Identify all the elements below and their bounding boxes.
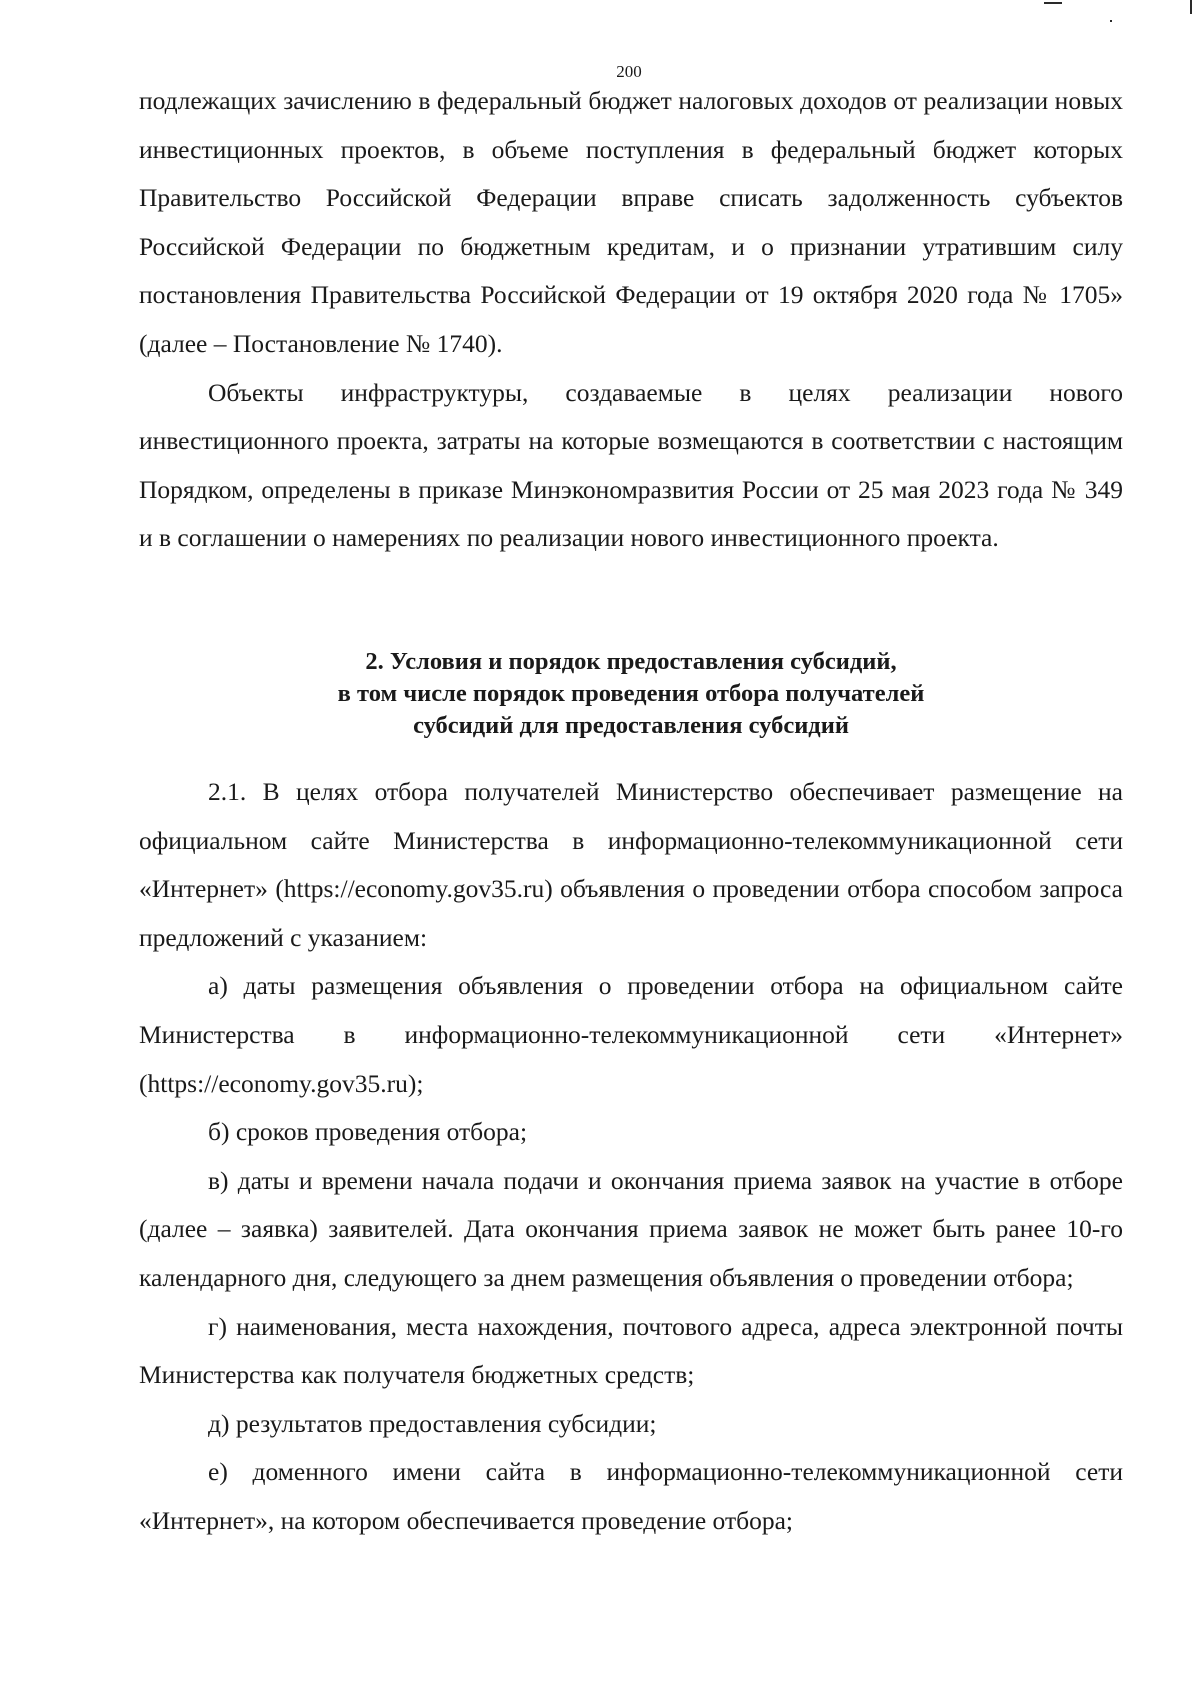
list-item-d-subsidy-results: д) результатов предоставления субсидии; <box>208 1408 657 1438</box>
section-heading-line-2: в том числе порядок проведения отбора получателей <box>337 680 925 707</box>
list-item-g-ministry-details: г) наименования, места нахождения, почтового адреса, адреса электронной почты Министерства как получателя бюджетных средств; <box>139 1311 1123 1390</box>
list-item-b-selection-terms: б) сроков проведения отбора; <box>208 1117 528 1147</box>
list-item-a-posting-date: а) даты размещения объявления о проведении отбора на официальном сайте Министерства в информационно-телекоммуникационной сети «Интернет» (https://economy.gov35.ru); <box>139 971 1123 1098</box>
paragraph-decree-reference: подлежащих зачислению в федеральный бюджет налоговых доходов от реализации новых инвестиционных проектов, в объеме поступления в федеральный бюджет которых Правительство Российской Федерации вправе списать задолженность субъектов Российской Федерации по бюджетным кредитам, и о признании утратившим силу постановления Правительства Российской Федерации от 19 октября 2020 года № 1705» (далее – Постановление № 1740). <box>139 86 1123 358</box>
section-heading-line-3: субсидий для предоставления субсидий <box>413 712 849 739</box>
section-text-block <box>139 768 1123 1546</box>
list-item-v-application-dates: в) даты и времени начала подачи и окончания приема заявок на участие в отборе (далее – заявка) заявителей. Дата окончания приема заявок не может быть ранее 10-го календарного дня, следующего за днем размещения объявления о проведении отбора; <box>139 1165 1123 1292</box>
intro-text-block <box>139 77 1123 563</box>
page-number: 200 <box>616 62 642 81</box>
scan-artifact-dash <box>1044 2 1062 4</box>
paragraph-2-1-announcement: 2.1. В целях отбора получателей Министерство обеспечивает размещение на официальном сайте Министерства в информационно-телекоммуникационной сети «Интернет» (https://economy.gov35.ru) объявления о проведении отбора способом запроса предложений с указанием: <box>139 777 1123 952</box>
section-heading <box>139 646 1123 742</box>
paragraph-infrastructure-objects: Объекты инфраструктуры, создаваемые в целях реализации нового инвестиционного проекта, затраты на которые возмещаются в соответствии с настоящим Порядком, определены в приказе Минэкономразвития России от 25 мая 2023 года № 349 и в соглашении о намерениях по реализации нового инвестиционного проекта. <box>139 377 1123 553</box>
scan-artifact-line <box>1190 0 1192 14</box>
scan-artifact-dot <box>1110 20 1112 22</box>
section-heading-line-1: 2. Условия и порядок предоставления субсидий, <box>365 648 897 675</box>
list-item-e-domain-name: е) доменного имени сайта в информационно-телекоммуникационной сети «Интернет», на котором обеспечивается проведение отбора; <box>139 1457 1123 1535</box>
